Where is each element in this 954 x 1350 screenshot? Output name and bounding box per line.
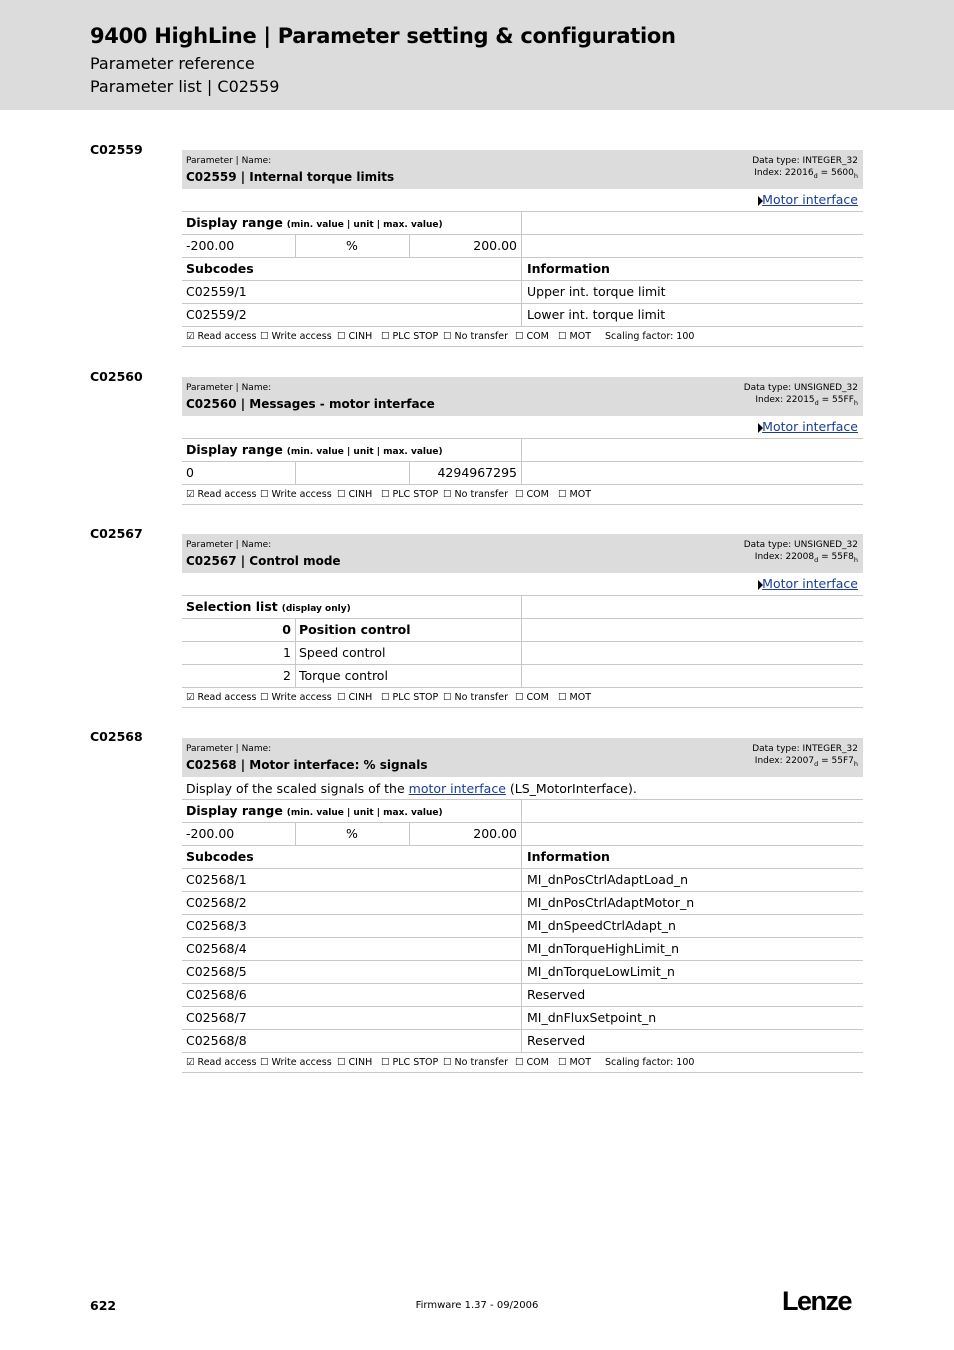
information: Reserved [527, 1033, 586, 1048]
table-row [182, 938, 863, 961]
subcode: C02559/1 [186, 284, 247, 299]
option-value: 2 [283, 668, 291, 683]
param-name-label: Parameter | Name: [186, 156, 272, 166]
display-range-values [182, 462, 863, 485]
access-row [182, 688, 863, 708]
information: Lower int. torque limit [527, 307, 666, 322]
param-header [182, 150, 863, 189]
document-title: 9400 HighLine | Parameter setting & configuration [90, 24, 676, 48]
subcode: C02568/1 [186, 872, 247, 887]
section-title: Parameter reference [90, 54, 255, 73]
write-access: ☐ Write access [260, 331, 332, 342]
param-c02567 [182, 534, 863, 708]
subsection-title: Parameter list | C02559 [90, 77, 280, 96]
param-name-label: Parameter | Name: [186, 744, 272, 754]
com: ☐ COM [515, 1057, 549, 1068]
page-number: 622 [90, 1298, 117, 1313]
param-name-label: Parameter | Name: [186, 540, 272, 550]
mot: ☐ MOT [558, 489, 592, 500]
list-item [182, 642, 863, 665]
read-access: ☑ Read access [186, 489, 257, 500]
subcodes-header: Subcodes Information [182, 846, 863, 869]
cinh: ☐ CINH [337, 1057, 373, 1068]
display-range-header: Display range (min. value | unit | max. value) [182, 439, 863, 462]
param-name: C02560 | Messages - motor interface [186, 397, 435, 411]
information: MI_dnPosCtrlAdaptMotor_n [527, 895, 695, 910]
lenze-logo-text: Lenze [782, 1286, 852, 1316]
link-row [182, 416, 863, 439]
subcode: C02568/2 [186, 895, 247, 910]
motor-interface-link[interactable]: motor interface [408, 781, 506, 796]
option-label: Speed control [299, 645, 386, 660]
scaling-factor: Scaling factor: 100 [605, 1057, 695, 1068]
data-type: Data type: INTEGER_32 [752, 744, 858, 754]
com: ☐ COM [515, 331, 549, 342]
option-value: 0 [282, 622, 291, 637]
selection-list-header: Selection list (display only) [182, 596, 863, 619]
information: MI_dnPosCtrlAdaptLoad_n [527, 872, 688, 887]
param-header [182, 377, 863, 416]
subcode: C02568/4 [186, 941, 247, 956]
code-label-c02568: C02568 [90, 729, 143, 744]
motor-interface-link[interactable]: Motor interface [762, 576, 858, 591]
cinh: ☐ CINH [337, 489, 373, 500]
unit-value: % [346, 826, 358, 841]
information: MI_dnFluxSetpoint_n [527, 1010, 657, 1025]
display-range-header: Display range (min. value | unit | max. value) [182, 800, 863, 823]
information: MI_dnTorqueHighLimit_n [527, 941, 680, 956]
data-type: Data type: INTEGER_32 [752, 156, 858, 166]
param-index: Index: $22015_d = 55FF_h$ [755, 395, 858, 407]
plc-stop: ☐ PLC STOP [381, 1057, 439, 1068]
table-row [182, 915, 863, 938]
access-row [182, 327, 863, 347]
table-row [182, 304, 863, 327]
access-row [182, 1053, 863, 1073]
min-value: 0 [186, 465, 194, 480]
max-value: 200.00 [473, 826, 517, 841]
list-item [182, 665, 863, 688]
param-name: C02567 | Control mode [186, 554, 341, 568]
mot: ☐ MOT [558, 1057, 592, 1068]
display-range-header: Display range (min. value | unit | max. value) [182, 212, 863, 235]
lenze-logo [782, 1286, 862, 1316]
plc-stop: ☐ PLC STOP [381, 331, 439, 342]
option-value: 1 [283, 645, 291, 660]
param-name: C02568 | Motor interface: % signals [186, 758, 428, 772]
param-c02559 [182, 150, 863, 347]
param-index: Index: $22007_d = 55F7_h$ [754, 756, 858, 768]
subcode: C02568/3 [186, 918, 247, 933]
no-transfer: ☐ No transfer [443, 692, 508, 703]
motor-interface-link[interactable]: Motor interface [762, 192, 858, 207]
plc-stop: ☐ PLC STOP [381, 692, 439, 703]
display-range-values [182, 235, 863, 258]
code-label-c02559: C02559 [90, 142, 143, 157]
com: ☐ COM [515, 692, 549, 703]
param-header [182, 738, 863, 777]
code-label-c02560: C02560 [90, 369, 143, 384]
param-description: Display of the scaled signals of the motor interface (LS_MotorInterface). [182, 777, 863, 800]
option-label: Torque control [299, 668, 388, 683]
min-value: -200.00 [186, 238, 235, 253]
write-access: ☐ Write access [260, 489, 332, 500]
table-row [182, 1007, 863, 1030]
subcodes-header: Subcodes Information [182, 258, 863, 281]
table-row [182, 892, 863, 915]
write-access: ☐ Write access [260, 1057, 332, 1068]
table-row [182, 281, 863, 304]
table-row [182, 869, 863, 892]
max-value: 4294967295 [437, 465, 517, 480]
param-name: C02559 | Internal torque limits [186, 170, 395, 184]
param-c02560 [182, 377, 863, 505]
subcode: C02559/2 [186, 307, 247, 322]
param-name-label: Parameter | Name: [186, 383, 272, 393]
motor-interface-link[interactable]: Motor interface [762, 419, 858, 434]
firmware-version: Firmware 1.37 - 09/2006 [415, 1300, 539, 1311]
data-type: Data type: UNSIGNED_32 [743, 383, 858, 393]
data-type: Data type: UNSIGNED_32 [743, 540, 858, 550]
code-label-c02567: C02567 [90, 526, 143, 541]
com: ☐ COM [515, 489, 549, 500]
table-row [182, 984, 863, 1007]
subcode: C02568/5 [186, 964, 247, 979]
access-row [182, 485, 863, 505]
min-value: -200.00 [186, 826, 235, 841]
max-value: 200.00 [473, 238, 517, 253]
no-transfer: ☐ No transfer [443, 1057, 508, 1068]
cinh: ☐ CINH [337, 692, 373, 703]
write-access: ☐ Write access [260, 692, 332, 703]
link-row [182, 189, 863, 212]
read-access: ☑ Read access [186, 331, 257, 342]
mot: ☐ MOT [558, 331, 592, 342]
no-transfer: ☐ No transfer [443, 489, 508, 500]
param-index: Index: $22008_d = 55F8_h$ [754, 552, 858, 564]
subcode: C02568/6 [186, 987, 247, 1002]
list-item [182, 619, 863, 642]
subcode: C02568/8 [186, 1033, 247, 1048]
information: MI_dnSpeedCtrlAdapt_n [527, 918, 676, 933]
unit-value: % [346, 238, 358, 253]
param-index: Index: $22016_d = 5600_h$ [754, 168, 858, 180]
unit-value [295, 462, 409, 484]
no-transfer: ☐ No transfer [443, 331, 508, 342]
option-label: Position control [299, 622, 411, 637]
display-range-values [182, 823, 863, 846]
cinh: ☐ CINH [337, 331, 373, 342]
information: Reserved [527, 987, 586, 1002]
link-row [182, 573, 863, 596]
param-c02568 [182, 738, 863, 1073]
scaling-factor: Scaling factor: 100 [605, 331, 695, 342]
information: Upper int. torque limit [527, 284, 666, 299]
information: MI_dnTorqueLowLimit_n [527, 964, 675, 979]
subcode: C02568/7 [186, 1010, 247, 1025]
table-row [182, 1030, 863, 1053]
read-access: ☑ Read access [186, 1057, 257, 1068]
mot: ☐ MOT [558, 692, 592, 703]
table-row [182, 961, 863, 984]
read-access: ☑ Read access [186, 692, 257, 703]
plc-stop: ☐ PLC STOP [381, 489, 439, 500]
param-header [182, 534, 863, 573]
page-header [0, 0, 954, 110]
